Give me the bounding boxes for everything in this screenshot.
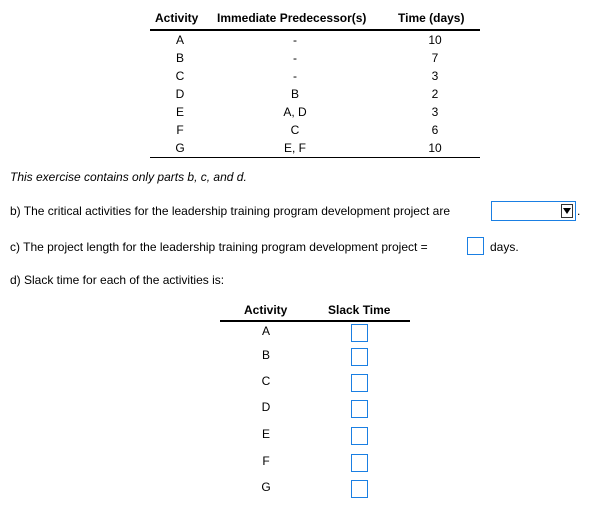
slack-input-d[interactable] — [351, 400, 368, 418]
cell-activity: E — [175, 105, 184, 119]
table-row — [220, 427, 410, 453]
cell-predecessor: E, F — [283, 141, 306, 155]
table-row — [150, 141, 480, 159]
slack-input-f[interactable] — [351, 454, 368, 472]
cell-predecessor: - — [293, 51, 297, 65]
slack-activity-label: D — [261, 400, 271, 414]
slack-activity-label: B — [261, 348, 270, 362]
cell-predecessor: C — [290, 123, 300, 137]
table-row — [220, 374, 410, 400]
slack-input-b[interactable] — [351, 348, 368, 366]
table-row — [150, 51, 480, 69]
header-time: Time (days) — [398, 11, 465, 25]
table-row — [220, 324, 410, 350]
cell-time: 7 — [431, 51, 439, 65]
header-activity: Activity — [244, 303, 288, 317]
question-b: b) The critical activities for the leadership training program development project are — [10, 204, 450, 218]
cell-time: 6 — [431, 123, 439, 137]
predecessor-table-header — [150, 9, 480, 31]
slack-table — [220, 300, 410, 494]
table-row — [150, 69, 480, 87]
cell-time: 10 — [428, 33, 442, 47]
header-slack-time: Slack Time — [328, 303, 391, 317]
cell-activity: F — [176, 123, 184, 137]
critical-activities-dropdown[interactable] — [491, 201, 576, 221]
cell-time: 3 — [431, 69, 439, 83]
slack-input-e[interactable] — [351, 427, 368, 445]
cell-predecessor: - — [293, 69, 297, 83]
slack-activity-label: G — [261, 480, 271, 494]
slack-activity-label: F — [262, 454, 270, 468]
table-row — [150, 123, 480, 141]
table-row — [150, 105, 480, 123]
table-row — [150, 33, 480, 51]
slack-input-c[interactable] — [351, 374, 368, 392]
cell-activity: C — [175, 69, 185, 83]
slack-input-a[interactable] — [351, 324, 368, 342]
cell-predecessor: A, D — [283, 105, 307, 119]
cell-activity: A — [175, 33, 184, 47]
question-b-period: . — [577, 204, 581, 218]
slack-activity-label: E — [261, 427, 270, 441]
cell-activity: B — [175, 51, 184, 65]
table-row — [150, 87, 480, 105]
cell-time: 2 — [431, 87, 439, 101]
header-activity: Activity — [155, 11, 199, 25]
table-row — [220, 348, 410, 374]
cell-time: 3 — [431, 105, 439, 119]
days-unit-label: days. — [490, 240, 519, 254]
slack-table-header — [220, 300, 410, 322]
slack-activity-label: A — [261, 324, 270, 338]
slack-activity-label: C — [261, 374, 271, 388]
slack-input-g[interactable] — [351, 480, 368, 498]
dropdown-arrow-icon[interactable] — [561, 204, 573, 218]
project-length-input[interactable] — [467, 237, 484, 255]
cell-activity: G — [175, 141, 185, 155]
predecessor-table-body — [150, 31, 480, 158]
predecessor-table — [150, 9, 480, 158]
cell-predecessor: B — [290, 87, 299, 101]
cell-activity: D — [175, 87, 185, 101]
question-d: d) Slack time for each of the activities is: — [10, 273, 225, 287]
header-predecessors: Immediate Predecessor(s) — [217, 11, 367, 25]
intro-text: This exercise contains only parts b, c, and d. — [10, 170, 247, 184]
question-c: c) The project length for the leadership training program development project = — [10, 240, 428, 254]
table-row — [220, 480, 410, 506]
cell-time: 10 — [428, 141, 442, 155]
table-row — [220, 400, 410, 426]
cell-predecessor: - — [293, 33, 297, 47]
table-row — [220, 454, 410, 480]
